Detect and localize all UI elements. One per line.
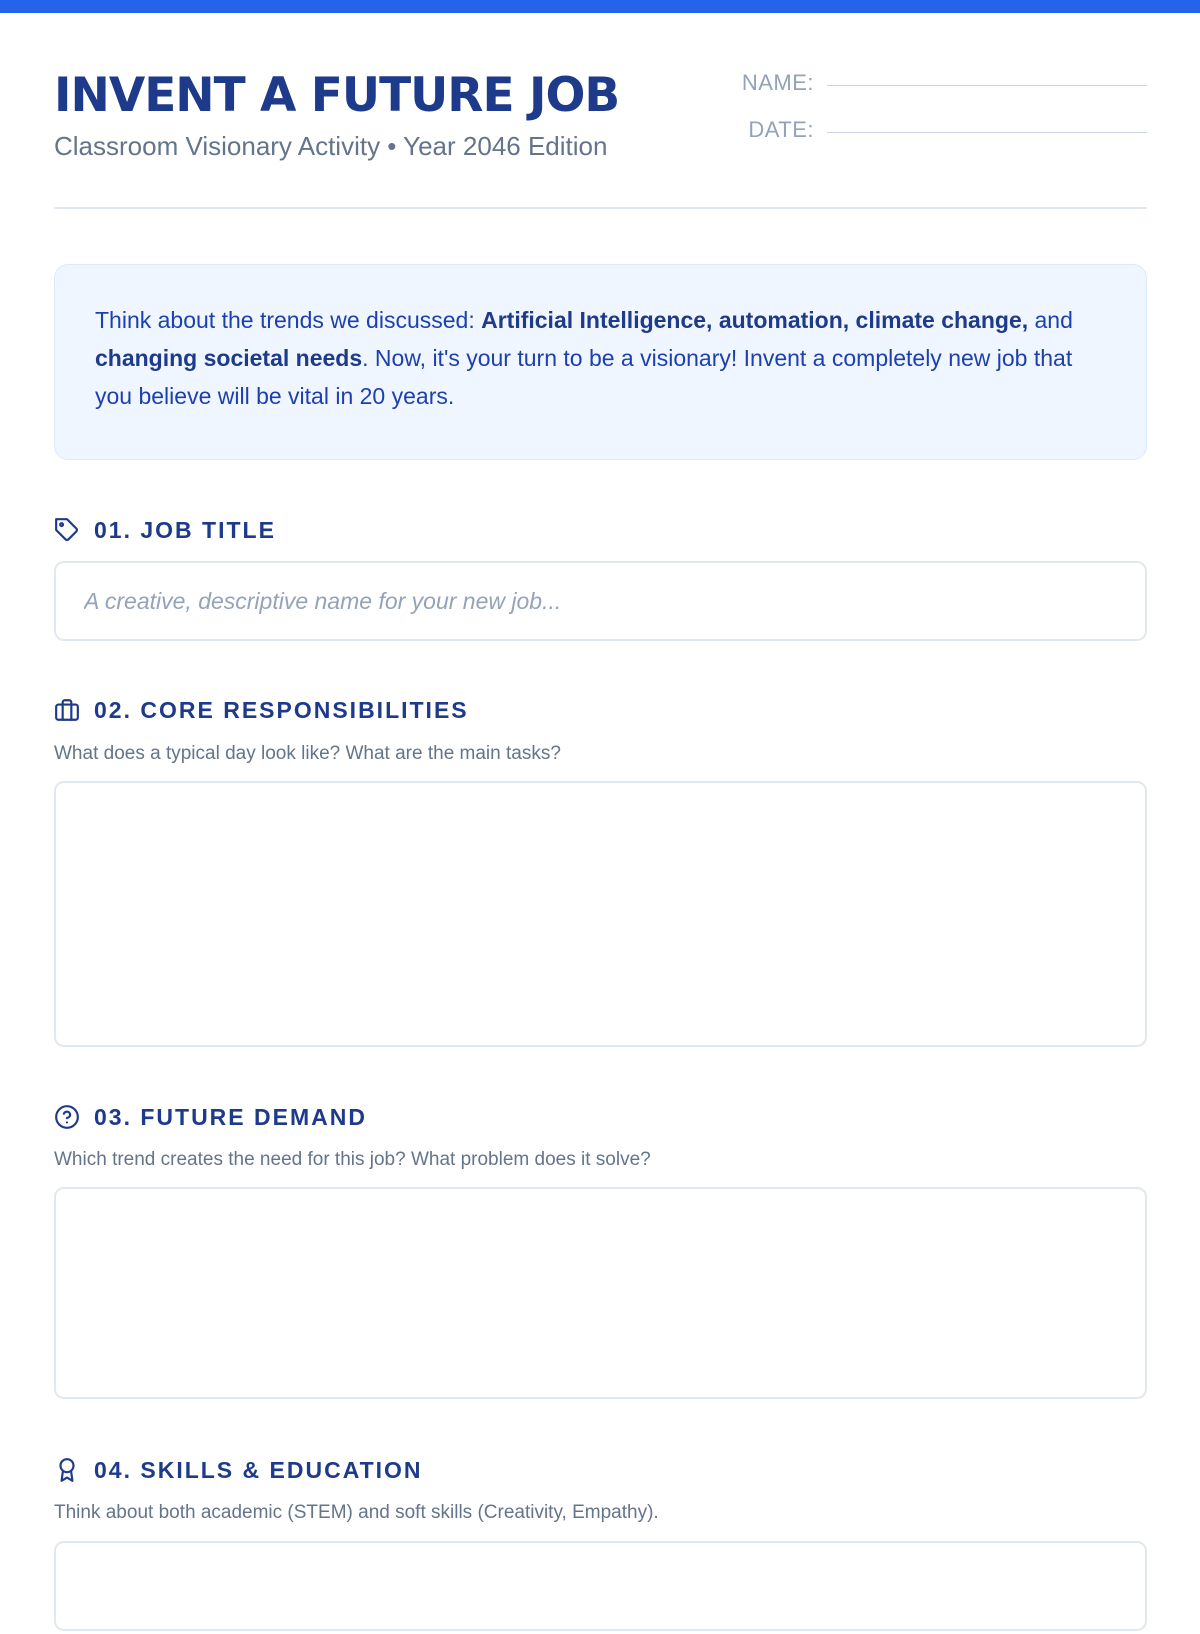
demand-textarea[interactable] [56, 1189, 1145, 1397]
page-title: INVENT A FUTURE JOB [54, 68, 620, 123]
section-demand-label: 03. FUTURE DEMAND [94, 1103, 367, 1130]
date-line[interactable] [827, 132, 1147, 133]
question-circle-icon [54, 1104, 80, 1130]
briefcase-icon [54, 697, 80, 723]
demand-answer-box[interactable] [54, 1187, 1147, 1399]
responsibilities-hint: What does a typical day look like? What are the main tasks? [54, 743, 561, 764]
date-row [704, 117, 1147, 147]
skills-textarea[interactable] [56, 1543, 1145, 1629]
intro-text-3: . Now, it's your turn to be a visionary! Invent a completely new job that you believe will be vital in 20 years. [95, 345, 1073, 409]
section-demand-heading [54, 1102, 367, 1132]
intro-text-1: Think about the trends we discussed: [95, 307, 482, 333]
section-responsibilities-label: 02. CORE RESPONSIBILITIES [94, 696, 469, 723]
intro-bold-trends: Artificial Intelligence, automation, climate change, [481, 307, 1029, 333]
section-responsibilities-heading [54, 695, 469, 725]
responsibilities-answer-box[interactable] [54, 781, 1147, 1047]
section-job-title-heading [54, 515, 276, 545]
award-icon [54, 1457, 80, 1483]
intro-text-2: and [1028, 307, 1073, 333]
name-line[interactable] [827, 85, 1147, 86]
instructions-box [54, 264, 1147, 460]
responsibilities-textarea[interactable] [56, 783, 1145, 1045]
date-label: DATE: [748, 117, 814, 142]
worksheet [54, 0, 1147, 1600]
job-title-field[interactable] [54, 561, 1147, 641]
name-label: NAME: [741, 70, 814, 95]
page-subtitle: Classroom Visionary Activity • Year 2046 Edition [54, 131, 608, 161]
skills-answer-box[interactable] [54, 1541, 1147, 1631]
section-skills-heading [54, 1455, 423, 1485]
demand-hint: Which trend creates the need for this job? What problem does it solve? [54, 1149, 651, 1170]
name-row [704, 70, 1147, 100]
header-divider [54, 207, 1147, 209]
section-job-title-label: 01. JOB TITLE [94, 516, 276, 543]
intro-bold-needs: changing societal needs [95, 345, 363, 371]
tag-icon [54, 517, 80, 543]
skills-hint: Think about both academic (STEM) and soft skills (Creativity, Empathy). [54, 1502, 659, 1523]
job-title-input[interactable] [56, 563, 1145, 639]
section-skills-label: 04. SKILLS & EDUCATION [94, 1456, 423, 1483]
